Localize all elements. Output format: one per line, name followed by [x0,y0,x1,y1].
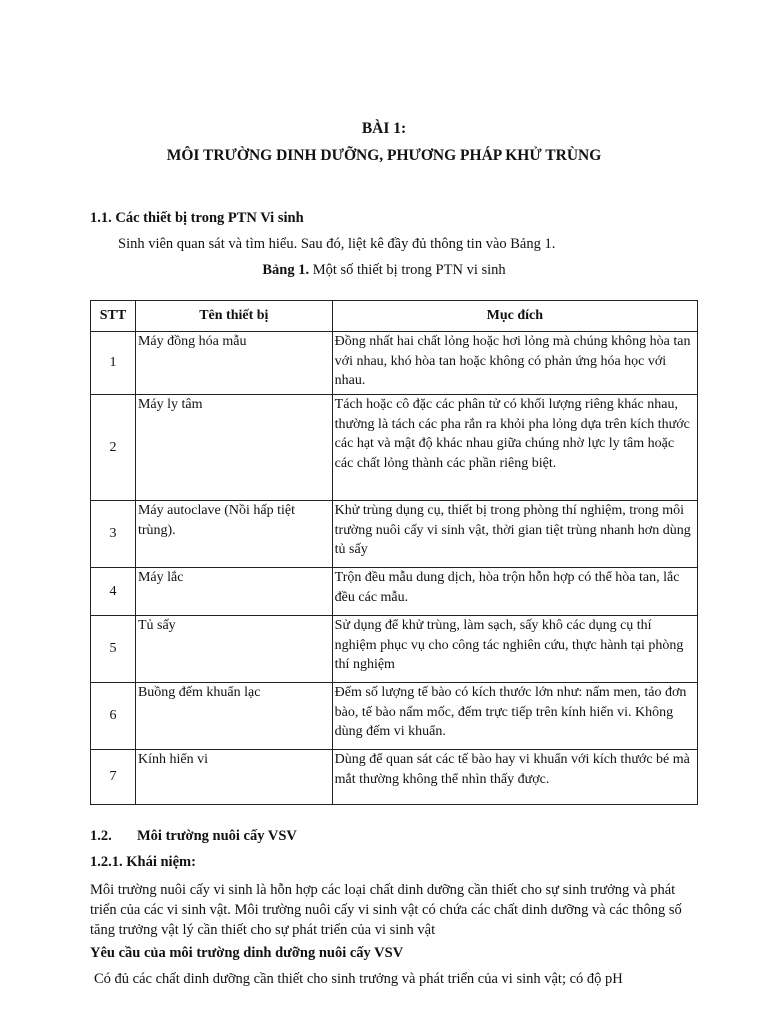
row-stt: 3 [91,501,136,568]
table-row [91,332,698,395]
section-1-1-intro: Sinh viên quan sát và tìm hiểu. Sau đó, liệt kê đầy đủ thông tin vào Bảng 1. [118,236,556,252]
section-1-2-title: Môi trường nuôi cấy VSV [137,828,297,844]
row-device-name: Kính hiển vi [135,750,332,805]
table-caption-text: Một số thiết bị trong PTN vi sinh [309,262,506,278]
table-row [91,501,698,568]
row-purpose: Đếm số lượng tế bào có kích thước lớn như: nấm men, tảo đơn bào, tế bào nấm mốc, đếm trực tiếp trên kính hiển vi. Không dùng đếm vi khuẩn. [332,683,697,750]
requirements-text: Có đủ các chất dinh dưỡng cần thiết cho sinh trưởng và phát triển của vi sinh vật; có độ pH [94,971,623,987]
section-1-2-number: 1.2. [90,828,112,844]
row-stt: 6 [91,683,136,750]
row-stt: 7 [91,750,136,805]
row-purpose: Đồng nhất hai chất lỏng hoặc hơi lỏng mà chúng không hòa tan với nhau, khó hòa tan hoặc không có phản ứng hóa học với nhau. [332,332,697,395]
row-stt: 5 [91,616,136,683]
row-device-name: Tủ sấy [135,616,332,683]
table-row [91,568,698,616]
section-1-1-heading: 1.1. Các thiết bị trong PTN Vi sinh [90,210,304,226]
table-row [91,683,698,750]
table-row [91,616,698,683]
row-device-name: Máy autoclave (Nồi hấp tiệt trùng). [135,501,332,568]
table-row [91,395,698,501]
row-stt: 2 [91,395,136,501]
row-device-name: Buồng đếm khuẩn lạc [135,683,332,750]
lesson-title: MÔI TRƯỜNG DINH DƯỠNG, PHƯƠNG PHÁP KHỬ TRÙNG [166,147,602,164]
row-device-name: Máy lắc [135,568,332,616]
requirements-heading: Yêu cầu của môi trường dinh dưỡng nuôi cấy VSV [90,945,404,961]
row-purpose: Dùng để quan sát các tế bào hay vi khuẩn với kích thước bé mà mắt thường không thể nhìn thấy được. [332,750,697,805]
lesson-number: BÀI 1: [361,120,407,137]
row-device-name: Máy ly tâm [135,395,332,501]
row-purpose: Tách hoặc cô đặc các phân tử có khối lượng riêng khác nhau, thường là tách các pha rắn ra khỏi pha lỏng dựa trên kích thước các hạt và mật độ khác nhau giữa chúng nhờ lực ly tâm hoặc các chất lỏng thành các phần riêng biệt. [332,395,697,501]
section-1-2-heading [90,828,297,845]
table-caption-label: Bảng 1. [262,262,310,278]
header-purpose: Mục đích [332,301,697,332]
row-stt: 1 [91,332,136,395]
row-purpose: Trộn đều mẫu dung dịch, hòa trộn hỗn hợp có thể hòa tan, lắc đều các mẫu. [332,568,697,616]
header-stt: STT [91,301,136,332]
row-device-name: Máy đồng hóa mẫu [135,332,332,395]
equipment-table [90,300,698,805]
definition-paragraph: Môi trường nuôi cấy vi sinh là hỗn hợp các loại chất dinh dưỡng cần thiết cho sự sinh trưởng và phát triển của các vi sinh vật. Môi trường nuôi cấy vi sinh vật có chứa các chất dinh dưỡng và các thông số tăng trưởng vật lý cần thiết cho sự phát triển của vi sinh vật [90,882,682,938]
header-device-name: Tên thiết bị [135,301,332,332]
table-caption [0,262,768,279]
section-1-2-1-heading: 1.2.1. Khái niệm: [90,854,196,870]
table-header-row [91,301,698,332]
row-purpose: Khử trùng dụng cụ, thiết bị trong phòng thí nghiệm, trong môi trường nuôi cấy vi sinh vật, thời gian tiệt trùng nhanh hơn dùng tủ sấy [332,501,697,568]
table-row [91,750,698,805]
row-stt: 4 [91,568,136,616]
row-purpose: Sử dụng để khử trùng, làm sạch, sấy khô các dụng cụ thí nghiệm phục vụ cho công tác nghiên cứu, thực hành tại phòng thí nghiệm [332,616,697,683]
